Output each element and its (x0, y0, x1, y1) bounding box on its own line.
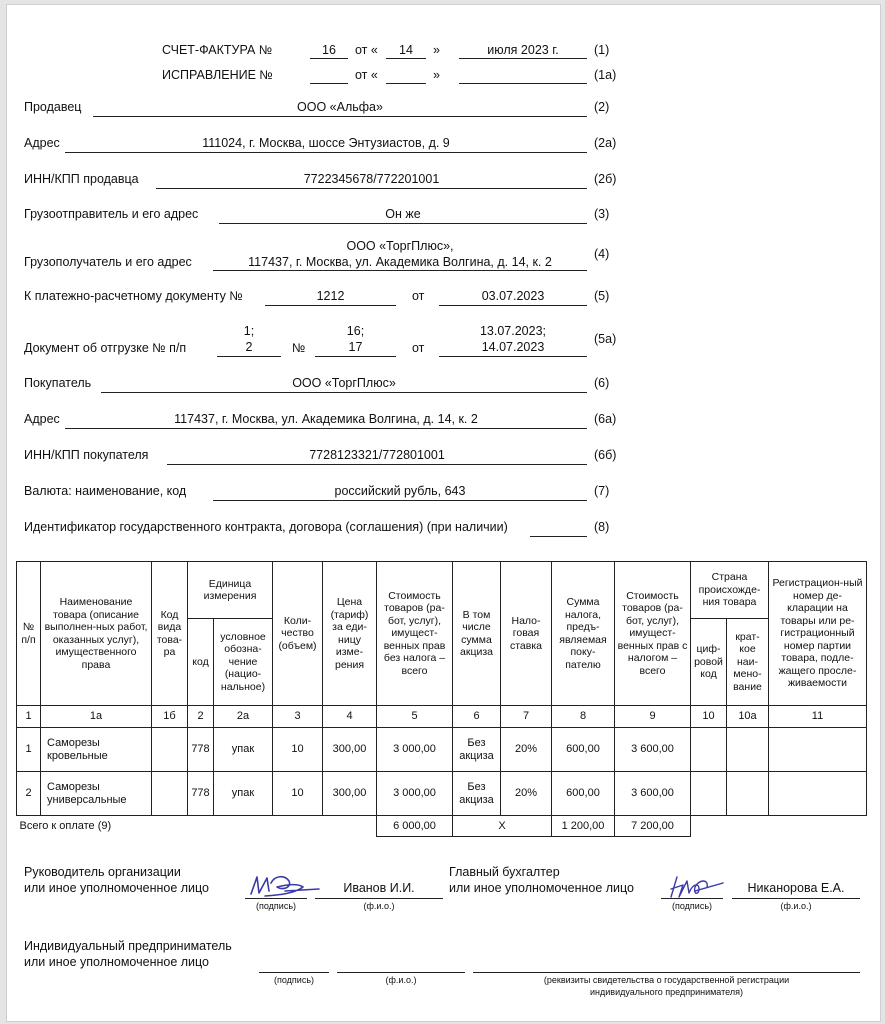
shipment-no-2: 17 (348, 340, 363, 354)
seller-address-label: Адрес (24, 136, 60, 150)
contract-code: (8) (594, 520, 610, 534)
shipment-date-1: 13.07.2023; (479, 324, 547, 338)
accountant-label-1: Главный бухгалтер (449, 865, 560, 879)
shipment-doc-label: Документ об отгрузке № п/п (24, 341, 187, 355)
item-total: 3 600,00 (615, 728, 691, 772)
total-label: Всего к оплате (9) (19, 819, 112, 832)
correction-label: ИСПРАВЛЕНИЕ № (162, 68, 273, 82)
shipment-doc-code: (5а) (594, 332, 617, 346)
invoice-number-line (310, 58, 348, 59)
currency-value: российский рубль, 643 (334, 484, 466, 498)
accountant-signature-icon (665, 871, 727, 901)
shipment-from-label: от (412, 341, 425, 355)
head-name-caption: (ф.и.о.) (363, 901, 395, 911)
correction-from-label: от « (355, 68, 378, 82)
quote-close: » (433, 43, 440, 57)
head-signature-icon (245, 869, 323, 901)
col-country-code-header: циф-ровой код (691, 619, 727, 706)
head-name-line (315, 898, 443, 899)
currency-code: (7) (594, 484, 610, 498)
buyer-inn-value: 7728123321/772801001 (309, 448, 445, 462)
column-number: 2а (214, 706, 273, 728)
accountant-label-2: или иное уполномоченное лицо (449, 881, 635, 895)
item-unit-code: 778 (188, 728, 214, 772)
total-with-tax: 7 200,00 (615, 816, 691, 837)
head-label-1: Руководитель организации (24, 865, 181, 879)
ip-name-caption: (ф.и.о.) (385, 975, 417, 985)
shipper-label: Грузоотправитель и его адрес (24, 207, 199, 221)
payment-doc-label: К платежно-расчетному документу № (24, 289, 243, 303)
seller-inn-value: 7722345678/772201001 (303, 172, 440, 186)
consignee-line (213, 270, 587, 271)
item-reg-number (769, 728, 867, 772)
shipment-no-line (315, 356, 396, 357)
currency-line (213, 500, 587, 501)
total-excise: Х (453, 816, 552, 837)
item-unit-code: 778 (188, 772, 214, 816)
item-cost: 3 000,00 (377, 772, 453, 816)
column-number: 3 (273, 706, 323, 728)
buyer-address-label: Адрес (24, 412, 60, 426)
shipment-pp-1: 1; (243, 324, 255, 338)
accountant-signature-caption: (подпись) (671, 901, 713, 911)
column-number: 9 (615, 706, 691, 728)
table-row (17, 772, 867, 816)
column-number: 1б (152, 706, 188, 728)
column-number: 10 (691, 706, 727, 728)
col-name-header: Наименование товара (описание выполнен-ных работ, оказанных услуг), имущественного права (41, 562, 152, 706)
col-reg-header: Регистрацион-ный номер де-кларации на товары или ре-гистрационный номер партии товара, подле-жащего просле-живаемости (769, 562, 867, 706)
payment-doc-date-line (439, 305, 587, 306)
ip-label-2: или иное уполномоченное лицо (24, 955, 210, 969)
buyer-label: Покупатель (24, 376, 92, 390)
header-row-1 (17, 562, 867, 619)
ip-signature-line (259, 972, 329, 973)
buyer-address-code: (6а) (594, 412, 617, 426)
item-kind-code (152, 728, 188, 772)
invoice-sheet (6, 4, 881, 1022)
buyer-inn-label: ИНН/КПП покупателя (24, 448, 149, 462)
item-cost: 3 000,00 (377, 728, 453, 772)
shipper-line (219, 223, 587, 224)
item-reg-number (769, 772, 867, 816)
code-1: (1) (594, 43, 610, 57)
consignee-code: (4) (594, 247, 610, 261)
col-unit-header: Единица измерения (188, 562, 273, 619)
shipment-no-label: № (292, 341, 306, 355)
seller-inn-label: ИНН/КПП продавца (24, 172, 139, 186)
col-excise-header: В том числе сумма акциза (453, 562, 501, 706)
column-number: 10а (727, 706, 769, 728)
ip-name-line (337, 972, 465, 973)
correction-month-line (459, 83, 587, 84)
head-name: Иванов И.И. (343, 881, 415, 895)
payment-doc-date: 03.07.2023 (481, 289, 545, 303)
col-num-header: № п/п (17, 562, 41, 706)
seller-value: ООО «Альфа» (297, 100, 383, 114)
shipper-value: Он же (385, 207, 421, 221)
day-line (386, 58, 426, 59)
month-line (459, 58, 587, 59)
head-signature-caption: (подпись) (255, 901, 297, 911)
column-number: 11 (769, 706, 867, 728)
item-tax: 600,00 (552, 728, 615, 772)
seller-address-value: 111024, г. Москва, шоссе Энтузиастов, д. 9 (202, 136, 450, 150)
head-label-2: или иное уполномоченное лицо (24, 881, 210, 895)
table-row (17, 728, 867, 772)
column-numbers-row (17, 706, 867, 728)
head-signature-line (245, 898, 307, 899)
accountant-signature-line (661, 898, 723, 899)
column-number: 8 (552, 706, 615, 728)
column-number: 6 (453, 706, 501, 728)
item-country-code (691, 728, 727, 772)
item-name: Саморезы универсальные (41, 772, 152, 816)
buyer-inn-line (167, 464, 587, 465)
seller-address-line (65, 152, 587, 153)
row-number: 1 (17, 728, 41, 772)
payment-doc-code: (5) (594, 289, 610, 303)
correction-quote-close: » (433, 68, 440, 82)
accountant-name-line (732, 898, 860, 899)
item-price: 300,00 (323, 772, 377, 816)
item-price: 300,00 (323, 728, 377, 772)
correction-number-line (310, 83, 348, 84)
seller-label: Продавец (24, 100, 82, 114)
accountant-name: Никанорова Е.А. (747, 881, 845, 895)
item-rate: 20% (501, 728, 552, 772)
col-country-name-header: крат-кое наи-мено-вание (727, 619, 769, 706)
column-number: 2 (188, 706, 214, 728)
shipment-no-1: 16; (346, 324, 365, 338)
column-number: 1а (41, 706, 152, 728)
col-unit-code-header: код (188, 619, 214, 706)
item-unit-name: упак (214, 772, 273, 816)
payment-doc-number-line (265, 305, 396, 306)
shipment-pp-2: 2 (245, 340, 253, 354)
item-unit-name: упак (214, 728, 273, 772)
consignee-label: Грузополучатель и его адрес (24, 255, 192, 269)
currency-label: Валюта: наименование, код (24, 484, 187, 498)
col-unit-name-header: условное обозна-чение (нацио-нальное) (214, 619, 273, 706)
ip-registration-line (473, 972, 860, 973)
col-qty-header: Коли-чество (объем) (273, 562, 323, 706)
shipment-date-2: 14.07.2023 (481, 340, 545, 354)
buyer-line (101, 392, 587, 393)
item-tax: 600,00 (552, 772, 615, 816)
column-number: 1 (17, 706, 41, 728)
item-rate: 20% (501, 772, 552, 816)
accountant-name-caption: (ф.и.о.) (780, 901, 812, 911)
item-kind-code (152, 772, 188, 816)
col-kind-code-header: Код вида това-ра (152, 562, 188, 706)
col-cost-header: Стоимость товаров (ра-бот, услуг), имущест-венных прав без налога – всего (377, 562, 453, 706)
payment-doc-from-label: от (412, 289, 425, 303)
col-rate-header: Нало-говая ставка (501, 562, 552, 706)
shipment-pp-line (217, 356, 281, 357)
ip-signature-caption: (подпись) (273, 975, 315, 985)
ip-registration-caption-1: (реквизиты свидетельства о государственной регистрации (543, 975, 790, 985)
col-country-header: Страна происхожде-ния товара (691, 562, 769, 619)
buyer-address-line (65, 428, 587, 429)
invoice-title: СЧЕТ-ФАКТУРА № (162, 43, 273, 57)
buyer-value: ООО «ТоргПлюс» (292, 376, 396, 390)
items-table (16, 561, 867, 837)
total-tax: 1 200,00 (552, 816, 615, 837)
total-row (17, 816, 867, 837)
item-qty: 10 (273, 772, 323, 816)
shipper-code: (3) (594, 207, 610, 221)
ip-label-1: Индивидуальный предприниматель (24, 939, 232, 953)
date-from-label: от « (355, 43, 378, 57)
contract-line (530, 536, 587, 537)
item-country-name (727, 728, 769, 772)
column-number: 5 (377, 706, 453, 728)
invoice-month-year: июля 2023 г. (487, 43, 559, 57)
item-country-name (727, 772, 769, 816)
col-total-header: Стоимость товаров (ра-бот, услуг), имущест-венных прав с налогом – всего (615, 562, 691, 706)
item-name: Саморезы кровельные (41, 728, 152, 772)
code-1a: (1а) (594, 68, 617, 82)
item-excise: Без акциза (453, 772, 501, 816)
consignee-value-line1: ООО «ТоргПлюс», (346, 239, 454, 253)
item-country-code (691, 772, 727, 816)
shipment-date-line (439, 356, 587, 357)
buyer-code: (6) (594, 376, 610, 390)
invoice-number: 16 (322, 43, 336, 57)
ip-registration-caption-2: индивидуального предпринимателя) (590, 987, 743, 997)
col-tax-header: Сумма налога, предъ-являемая поку-пателю (552, 562, 615, 706)
consignee-value-line2: 117437, г. Москва, ул. Академика Волгина, д. 14, к. 2 (248, 255, 552, 269)
seller-inn-line (156, 188, 587, 189)
col-price-header: Цена (тариф) за еди-ницу изме-рения (323, 562, 377, 706)
total-cost: 6 000,00 (377, 816, 453, 837)
payment-doc-number: 1212 (316, 289, 345, 303)
seller-line (93, 116, 587, 117)
invoice-day: 14 (399, 43, 413, 57)
contract-label: Идентификатор государственного контракта, договора (соглашения) (при наличии) (24, 520, 508, 534)
seller-code: (2) (594, 100, 610, 114)
item-qty: 10 (273, 728, 323, 772)
buyer-address-value: 117437, г. Москва, ул. Академика Волгина, д. 14, к. 2 (174, 412, 478, 426)
column-number: 4 (323, 706, 377, 728)
row-number: 2 (17, 772, 41, 816)
column-number: 7 (501, 706, 552, 728)
seller-inn-code: (2б) (594, 172, 617, 186)
item-total: 3 600,00 (615, 772, 691, 816)
buyer-inn-code: (6б) (594, 448, 617, 462)
item-excise: Без акциза (453, 728, 501, 772)
correction-day-line (386, 83, 426, 84)
seller-address-code: (2а) (594, 136, 617, 150)
